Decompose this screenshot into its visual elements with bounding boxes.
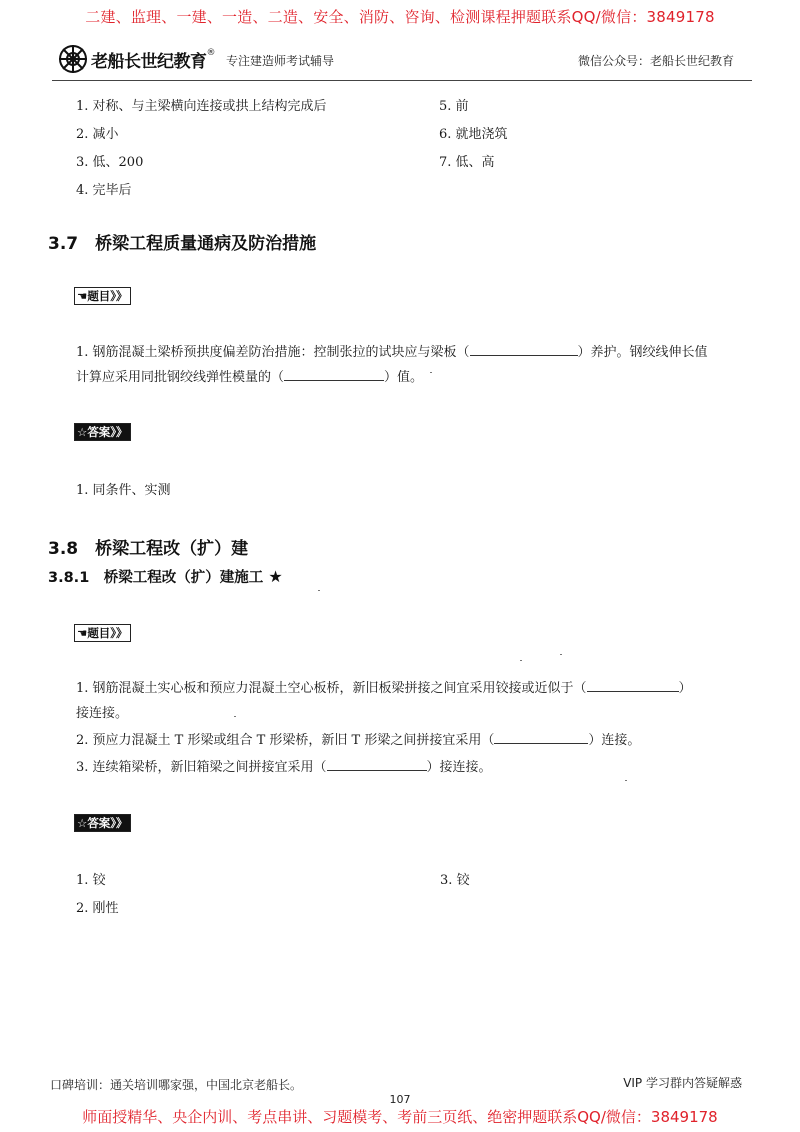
registered-mark: ® bbox=[206, 48, 216, 58]
footer-slogan: 口碑培训：通关培训哪家强，中国北京老船长。 bbox=[50, 1078, 303, 1092]
question-tag-label: 题目》》 bbox=[87, 289, 128, 303]
answer-tag-label: 答案》》 bbox=[87, 816, 128, 830]
scan-speck bbox=[318, 590, 320, 591]
header-wechat: 微信公众号：老船长世纪教育 bbox=[577, 54, 734, 68]
answer-3-8-3: 3. 铰 bbox=[440, 873, 470, 888]
question-3-7-1-line2: 计算应采用同批钢绞线弹性模量的（ ）值。 bbox=[76, 370, 424, 385]
answer-3-8-1: 1. 铰 bbox=[76, 873, 106, 888]
scan-speck bbox=[625, 780, 627, 781]
question-tag-3-8 bbox=[74, 622, 131, 642]
prev-answer-3: 3. 低、200 bbox=[76, 155, 144, 170]
star-rating-icon: ★ bbox=[268, 567, 283, 586]
question-3-8-1-line1: 1. 钢筋混凝土实心板和预应力混凝土空心板桥，新旧板梁拼接之间宜采用铰接或近似于（ ） bbox=[76, 681, 692, 696]
answer-blank bbox=[284, 369, 384, 381]
prev-answer-5: 5. 前 bbox=[439, 99, 469, 114]
scan-speck bbox=[430, 372, 432, 373]
answer-blank bbox=[494, 732, 588, 744]
answer-tag-3-7 bbox=[74, 421, 131, 441]
scan-speck bbox=[520, 660, 522, 661]
pointer-icon: ☚ bbox=[77, 626, 88, 640]
prev-answer-1: 1. 对称、与主梁横向连接或拱上结构完成后 bbox=[76, 99, 327, 114]
page-number: 107 bbox=[389, 1093, 411, 1106]
prev-answer-4: 4. 完毕后 bbox=[76, 183, 132, 198]
question-tag-3-7 bbox=[74, 285, 131, 305]
section-heading-3-8: 3.8 桥梁工程改（扩）建 bbox=[48, 539, 249, 559]
answer-blank bbox=[470, 344, 578, 356]
question-3-8-3: 3. 连续箱梁桥，新旧箱梁之间拼接宜采用（ ）接连接。 bbox=[76, 760, 492, 775]
footer-vip: VIP 学习群内答疑解惑 bbox=[623, 1076, 742, 1090]
header-slogan: 专注建造师考试辅导 bbox=[226, 54, 335, 68]
answer-blank bbox=[327, 759, 427, 771]
answer-3-7-1: 1. 同条件、实测 bbox=[76, 483, 171, 498]
header-divider bbox=[52, 80, 752, 81]
top-banner: 二建、监理、一建、一造、二造、安全、消防、咨询、检测课程押题联系QQ/微信：3849178 bbox=[85, 8, 715, 26]
answer-3-8-2: 2. 刚性 bbox=[76, 901, 119, 916]
prev-answer-6: 6. 就地浇筑 bbox=[439, 127, 508, 142]
answer-tag-label: 答案》》 bbox=[87, 425, 128, 439]
pointer-icon: ☚ bbox=[77, 289, 88, 303]
question-3-8-2: 2. 预应力混凝土 T 形梁或组合 T 形梁桥，新旧 T 形梁之间拼接宜采用（ ）连接。 bbox=[76, 733, 641, 748]
subsection-heading-3-8-1: 3.8.1 桥梁工程改（扩）建施工 ★ bbox=[48, 567, 283, 586]
logo-text: 老船长世纪教育 bbox=[91, 51, 207, 72]
question-tag-label: 题目》》 bbox=[87, 626, 128, 640]
star-icon: ☆ bbox=[77, 816, 88, 830]
logo bbox=[58, 44, 216, 74]
bottom-banner: 师面授精华、央企内训、考点串讲、习题模考、考前三页纸、绝密押题联系QQ/微信：3849178 bbox=[82, 1108, 718, 1126]
answer-blank bbox=[587, 680, 679, 692]
star-icon: ☆ bbox=[77, 425, 88, 439]
question-3-8-1-line2: 接连接。 bbox=[76, 706, 129, 721]
answer-tag-3-8 bbox=[74, 812, 131, 832]
ship-wheel-icon bbox=[58, 44, 88, 74]
scan-speck bbox=[560, 654, 562, 655]
section-heading-3-7: 3.7 桥梁工程质量通病及防治措施 bbox=[48, 234, 317, 254]
prev-answer-2: 2. 减小 bbox=[76, 127, 119, 142]
question-3-7-1-line1: 1. 钢筋混凝土梁桥预拱度偏差防治措施：控制张拉的试块应与梁板（ ）养护。钢绞线伸长值 bbox=[76, 345, 708, 360]
prev-answer-7: 7. 低、高 bbox=[439, 155, 495, 170]
scan-speck bbox=[234, 716, 236, 717]
